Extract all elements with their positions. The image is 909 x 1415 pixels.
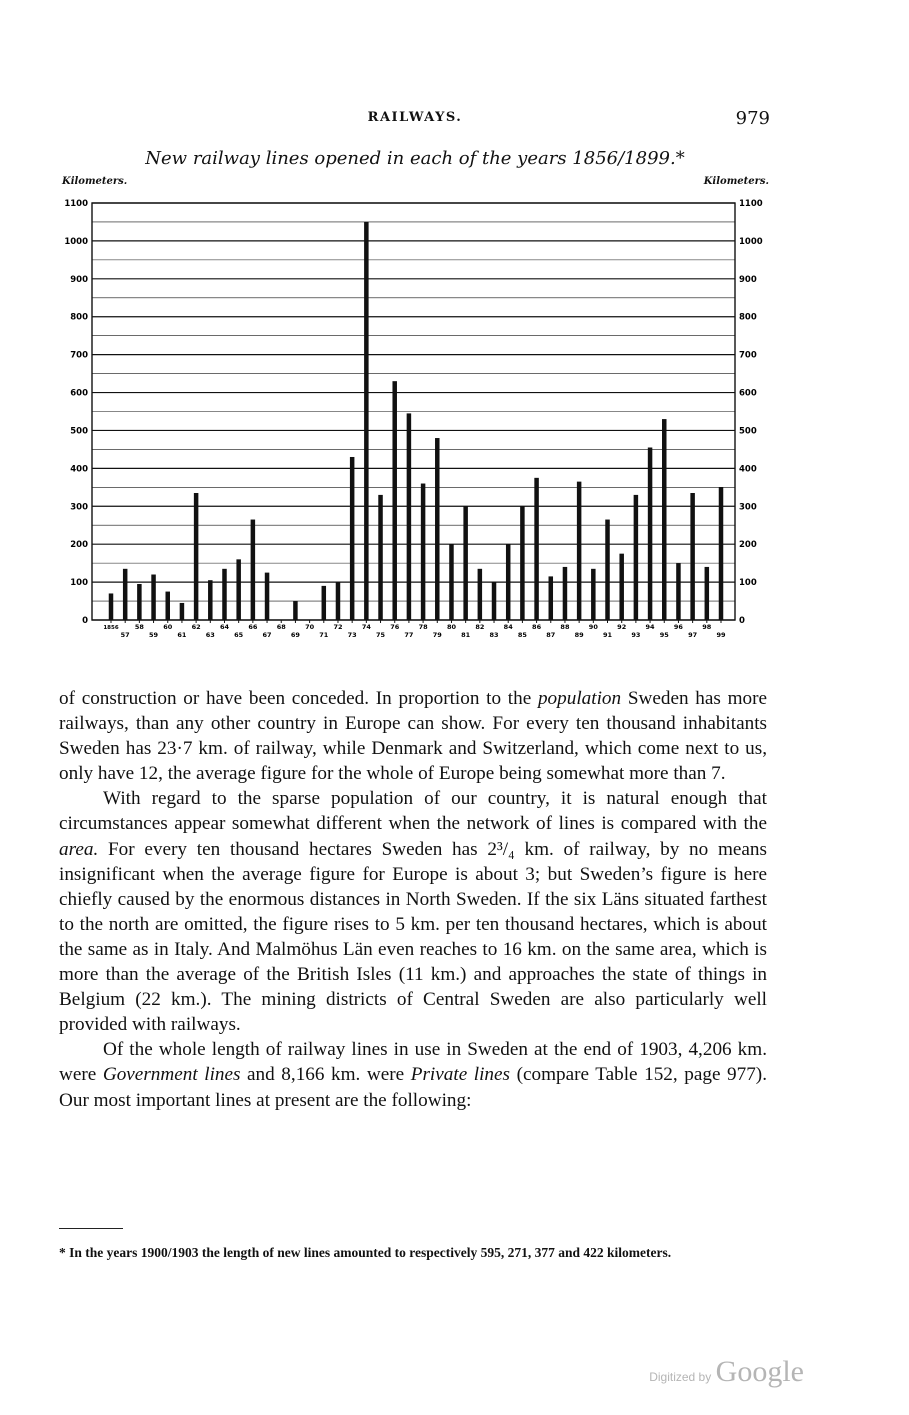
x-tick-label: 66 [248,623,258,631]
bar-59 [151,575,156,620]
y-tick-label-left: 800 [70,312,88,323]
bar-61 [180,603,185,620]
bar-87 [549,576,554,620]
x-tick-label: 59 [149,631,159,639]
y-tick-label-right: 600 [739,388,757,399]
bar-67 [265,573,270,620]
bar-74 [364,222,369,620]
x-tick-label: 82 [475,623,485,631]
y-tick-label-right: 500 [739,426,757,437]
y-tick-label-left: 400 [70,464,88,475]
bar-92 [619,554,624,620]
x-tick-label: 86 [532,623,542,631]
footnote: * In the years 1900/1903 the length of new lines amounted to respectively 595, 271, 377 and 422 kilometers. [59,1245,672,1260]
x-tick-label: 62 [191,623,201,631]
bar-69 [293,601,298,620]
bar-76 [392,381,397,620]
x-tick-label: 76 [390,623,400,631]
bar-80 [449,544,454,620]
y-tick-label-right: 800 [739,312,757,323]
x-tick-label: 75 [376,631,386,639]
paragraph-area: With regard to the sparse population of our country, it is natural enough that circumstances appear somewhat different when the network of lines is compared with the area. For every ten thousand hectares Sweden has 2³/₄ km. of railway, by no means insignificant when the average figure for Europe is about 3; but Sweden’s figure is here chiefly caused by the enormous distances in North Sweden. If the six Läns situated farthest to the north are omitted, the figure rises to 5 km. per ten thousand hectares, which is about the same as in Italy. And Malmöhus Län even reaches to 16 km. on the same area, which is more than the average of the British Isles (11 km.) and approaches the state of things in Belgium (22 km.). The mining districts of Central Sweden are also particularly well provided with railways. [59,788,767,1036]
running-title: RAILWAYS. [367,110,463,125]
bar-73 [350,457,355,620]
bar-65 [236,559,241,620]
bar-97 [690,493,695,620]
bar-77 [407,413,412,620]
y-axis-unit-left: Kilometers. [62,176,128,187]
footnote-rule [59,1228,123,1229]
y-tick-label-left: 200 [70,540,88,551]
x-tick-label: 92 [617,623,627,631]
y-axis-unit-right: Kilometers. [703,176,769,187]
x-tick-label: 73 [347,631,357,639]
y-tick-label-right: 0 [739,616,745,626]
bar-chart [40,190,790,655]
x-tick-label: 58 [134,623,144,631]
x-tick-label: 80 [446,623,456,631]
x-tick-label: 91 [602,631,613,639]
bar-89 [577,482,582,620]
x-tick-label: 60 [163,623,173,631]
x-tick-label: 97 [688,631,698,639]
y-tick-label-left: 1100 [64,199,88,209]
y-tick-label-left: 900 [70,274,88,285]
x-tick-label: 96 [673,623,683,631]
x-tick-label: 61 [177,631,187,639]
y-tick-label-left: 1000 [64,236,88,247]
x-tick-label: 84 [503,623,513,631]
bar-58 [137,584,142,620]
chart-title: New railway lines opened in each of the years 1856/1899.* [145,148,685,169]
y-tick-label-left: 600 [70,388,88,399]
bar-64 [222,569,227,620]
bar-57 [123,569,128,620]
x-tick-label: 72 [333,623,343,631]
x-tick-label: 71 [319,631,329,639]
bar-95 [662,419,667,620]
bar-94 [648,448,653,620]
x-tick-label: 70 [305,623,315,631]
bar-90 [591,569,596,620]
x-tick-label: 95 [659,631,669,639]
y-tick-label-right: 400 [739,464,757,475]
x-tick-label: 57 [120,631,130,639]
bar-79 [435,438,440,620]
x-tick-label: 90 [588,623,598,631]
x-tick-label: 81 [461,631,471,639]
y-tick-label-right: 200 [739,540,757,551]
bar-81 [463,506,468,620]
y-tick-label-right: 100 [739,578,757,589]
bar-72 [336,582,341,620]
bar-71 [322,586,327,620]
bar-63 [208,580,213,620]
bar-98 [705,567,710,620]
y-tick-label-right: 900 [739,274,757,285]
x-tick-label: 98 [702,623,712,631]
x-tick-label: 1856 [103,625,119,631]
bar-1856 [109,593,114,620]
bar-60 [165,592,170,620]
paragraph-lines: Of the whole length of railway lines in use in Sweden at the end of 1903, 4,206 km. were Government lines and 8,166 km. were Private lines (compare Table 152, page 977). Our most important lines at present are the following: [59,1039,767,1111]
bar-88 [563,567,568,620]
x-tick-label: 74 [361,623,371,631]
y-tick-label-right: 300 [739,502,757,513]
x-tick-label: 88 [560,623,570,631]
page-header [60,108,770,132]
bar-86 [534,478,539,620]
bar-85 [520,506,525,620]
bar-78 [421,484,426,620]
google-logo: Google [715,1355,804,1388]
y-tick-label-left: 0 [82,616,88,626]
y-tick-label-right: 700 [739,350,757,361]
body-text [59,686,767,1113]
bar-62 [194,493,199,620]
paragraph-population: of construction or have been conceded. In proportion to the population Sweden has more railways, than any other country in Europe can show. For every ten thousand inhabitants Sweden has 23·7 km. of railway, while Denmark and Switzerland, which come next to us, only have 12, the average figure for the whole of Europe being somewhat more than 7. [59,688,767,785]
y-tick-label-left: 700 [70,350,88,361]
bar-84 [506,544,511,620]
y-tick-label-right: 1100 [739,199,763,209]
bar-83 [492,582,497,620]
bar-75 [378,495,383,620]
x-tick-label: 87 [546,631,556,639]
x-tick-label: 94 [645,623,655,631]
digitized-watermark [649,1355,804,1389]
watermark-prefix: Digitized by [649,1370,712,1384]
x-tick-label: 67 [262,631,272,639]
y-tick-label-left: 500 [70,426,88,437]
x-tick-label: 89 [574,631,584,639]
x-tick-label: 77 [404,631,414,639]
bar-91 [605,520,610,620]
x-tick-label: 69 [290,631,300,639]
bar-96 [676,563,681,620]
y-tick-label-left: 300 [70,502,88,513]
x-tick-label: 68 [276,623,286,631]
x-tick-label: 79 [432,631,442,639]
y-tick-label-right: 1000 [739,236,763,247]
page-number: 979 [735,108,770,129]
y-tick-label-left: 100 [70,578,88,589]
x-tick-label: 63 [205,631,215,639]
bar-93 [634,495,639,620]
x-tick-label: 99 [716,631,726,639]
x-tick-label: 83 [489,631,499,639]
x-tick-label: 78 [418,623,428,631]
bar-99 [719,487,724,620]
x-tick-label: 65 [234,631,244,639]
bar-66 [251,520,256,620]
bar-82 [478,569,483,620]
x-tick-label: 85 [517,631,527,639]
x-tick-label: 64 [219,623,230,631]
x-tick-label: 93 [631,631,641,639]
